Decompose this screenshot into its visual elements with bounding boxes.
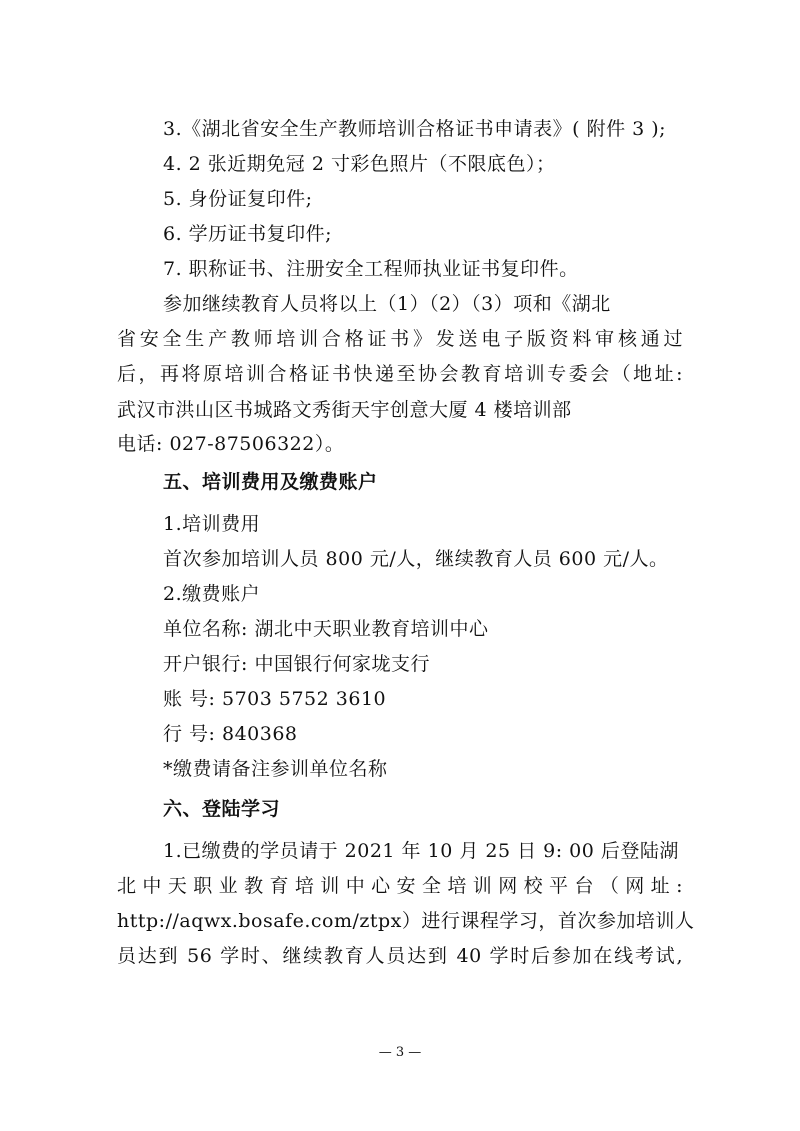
paragraph-line: 北中天职业教育培训中心安全培训网校平台（网址: (117, 875, 683, 897)
subheading-training-fee: 1.培训费用 (163, 513, 261, 535)
fee-details: 首次参加培训人员 800 元/人，继续教育人员 600 元/人。 (163, 548, 669, 570)
bank-code: 行 号: 840368 (163, 723, 298, 745)
subheading-payment-account: 2.缴费账户 (163, 583, 261, 605)
paragraph-line: 省安全生产教师培训合格证书》发送电子版资料审核通过 (117, 328, 683, 350)
list-item-title-certificate: 7. 职称证书、注册安全工程师执业证书复印件。 (163, 258, 579, 280)
list-item-attachment-3: 3.《湖北省安全生产教师培训合格证书申请表》( 附件 3 ); (163, 118, 667, 140)
paragraph-line: 员达到 56 学时、继续教育人员达到 40 学时后参加在线考试, (117, 945, 683, 967)
paragraph-line: 后，再将原培训合格证书快递至协会教育培训专委会（地址: (117, 363, 683, 385)
list-item-diploma-copy: 6. 学历证书复印件; (163, 223, 333, 245)
section-heading-login: 六、登陆学习 (163, 798, 281, 820)
account-number: 账 号: 5703 5752 3610 (163, 688, 387, 710)
paragraph-line: 武汉市洪山区书城路文秀街天宇创意大厦 4 楼培训部 (117, 399, 572, 421)
paragraph-line: 1.已缴费的学员请于 2021 年 10 月 25 日 9: 00 后登陆湖 (163, 840, 679, 862)
account-bank: 开户银行: 中国银行何家垅支行 (163, 653, 430, 675)
paragraph-line: 参加继续教育人员将以上（1）（2）（3）项和《湖北 (163, 293, 611, 315)
paragraph-line-phone: 电话: 027-87506322）。 (117, 433, 345, 455)
page-number: — 3 — (378, 1045, 422, 1060)
paragraph-line-url: http://aqwx.bosafe.com/ztpx）进行课程学习，首次参加培训人 (117, 910, 695, 932)
account-unit-name: 单位名称: 湖北中天职业教育培训中心 (163, 618, 489, 640)
list-item-id-copy: 5. 身份证复印件; (163, 188, 313, 210)
section-heading-fees: 五、培训费用及缴费账户 (163, 471, 378, 493)
list-item-photos: 4. 2 张近期免冠 2 寸彩色照片（不限底色）； (163, 153, 556, 175)
payment-note: *缴费请备注参训单位名称 (163, 758, 388, 780)
